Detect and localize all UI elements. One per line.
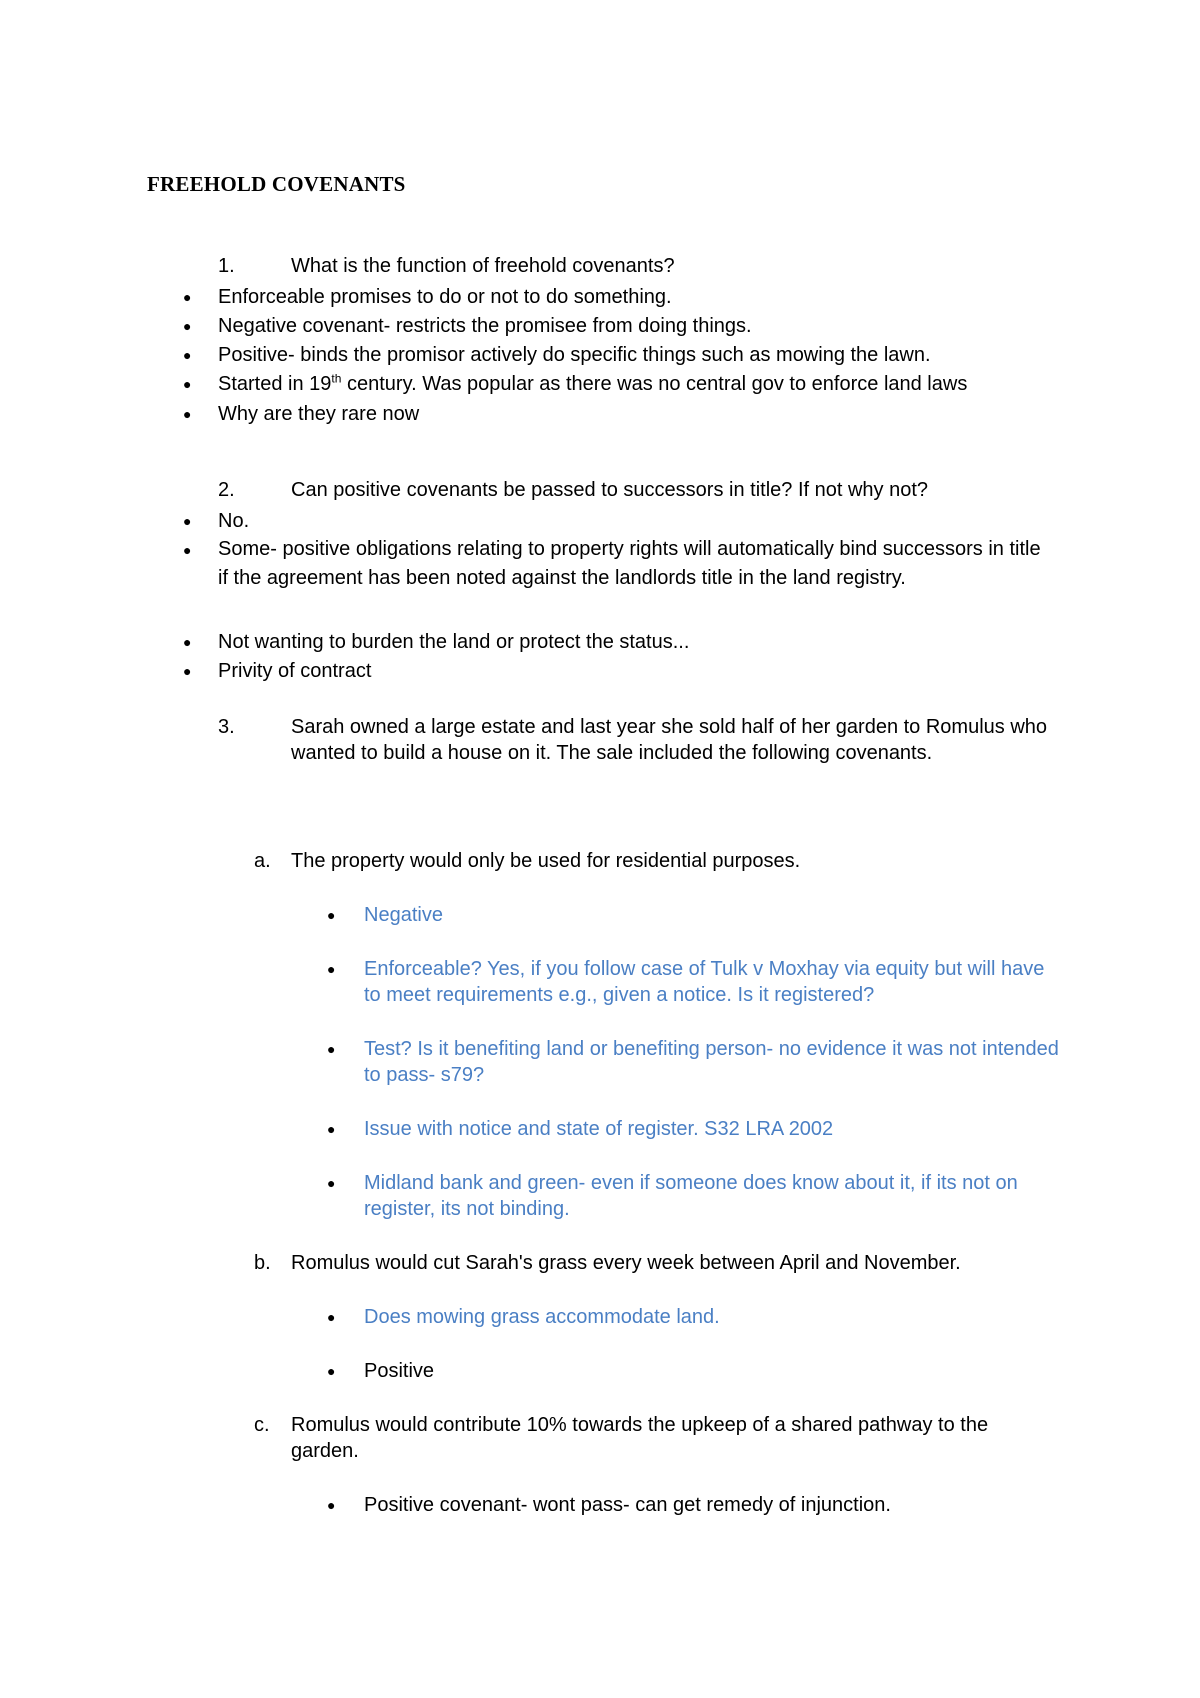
note-text: Does mowing grass accommodate land.	[364, 1306, 720, 1328]
bullet-icon: ●	[327, 907, 336, 923]
sub-question-letter: a.	[254, 850, 271, 872]
bullet-text: Not wanting to burden the land or protect the status...	[218, 631, 690, 653]
sub-question-text: Romulus would contribute 10% towards the upkeep of a shared pathway to the garden.	[291, 1414, 989, 1462]
bullet-icon: ●	[183, 513, 192, 529]
bullet-text: No.	[218, 510, 250, 532]
bullet-icon: ●	[327, 961, 336, 977]
bullet-icon: ●	[183, 376, 192, 392]
sub-question-text: Romulus would cut Sarah's grass every week between April and November.	[291, 1252, 961, 1274]
note-text: Negative	[364, 904, 443, 926]
bullet-icon: ●	[327, 1041, 336, 1057]
bullet-text: Positive- binds the promisor actively do specific things such as mowing the lawn.	[218, 344, 931, 366]
bullet-icon: ●	[327, 1309, 336, 1325]
bullet-icon: ●	[183, 663, 192, 679]
question-text: Sarah owned a large estate and last year she sold half of her garden to Romulus who wanted to build a house on it. The sale included the following covenants.	[291, 716, 1048, 764]
sub-question-letter: b.	[254, 1252, 271, 1274]
bullet-icon: ●	[183, 289, 192, 305]
bullet-icon: ●	[327, 1121, 336, 1137]
bullet-icon: ●	[183, 347, 192, 363]
bullet-text-start: Started in 19	[218, 373, 332, 395]
bullet-icon: ●	[327, 1497, 336, 1513]
bullet-icon: ●	[183, 318, 192, 334]
bullet-text: Negative covenant- restricts the promisee from doing things.	[218, 315, 752, 337]
bullet-icon: ●	[183, 634, 192, 650]
note-text: Test? Is it benefiting land or benefiting person- no evidence it was not intended to pass- s79?	[364, 1038, 1059, 1086]
bullet-text: Some- positive obligations relating to property rights will automatically bind successors in title if the agreement has been noted against the landlords title in the land registry.	[218, 538, 1041, 589]
sub-question-text: The property would only be used for residential purposes.	[291, 850, 801, 872]
bullet-text: Positive covenant- wont pass- can get remedy of injunction.	[364, 1494, 891, 1516]
question-number: 3.	[218, 716, 235, 738]
bullet-text	[218, 372, 967, 396]
bullet-text: Why are they rare now	[218, 403, 420, 425]
question-number: 2.	[218, 479, 235, 501]
bullet-text: Enforceable promises to do or not to do something.	[218, 286, 672, 308]
bullet-icon: ●	[183, 542, 192, 558]
bullet-icon: ●	[183, 406, 192, 422]
document-title: FREEHOLD COVENANTS	[147, 172, 406, 196]
bullet-text: Positive	[364, 1360, 435, 1382]
note-text: Enforceable? Yes, if you follow case of Tulk v Moxhay via equity but will have to meet requirements e.g., given a notice. Is it registered?	[364, 958, 1045, 1006]
note-text: Midland bank and green- even if someone does know about it, if its not on register, its not binding.	[364, 1172, 1018, 1220]
bullet-text-end: century. Was popular as there was no central gov to enforce land laws	[341, 373, 968, 395]
question-number: 1.	[218, 255, 235, 277]
question-text: What is the function of freehold covenants?	[291, 255, 675, 277]
sub-question-letter: c.	[254, 1414, 270, 1436]
superscript: th	[331, 371, 342, 386]
bullet-icon: ●	[327, 1363, 336, 1379]
bullet-text: Privity of contract	[218, 660, 372, 682]
bullet-icon: ●	[327, 1175, 336, 1191]
question-text: Can positive covenants be passed to successors in title? If not why not?	[291, 479, 929, 501]
note-text: Issue with notice and state of register. S32 LRA 2002	[364, 1118, 834, 1140]
